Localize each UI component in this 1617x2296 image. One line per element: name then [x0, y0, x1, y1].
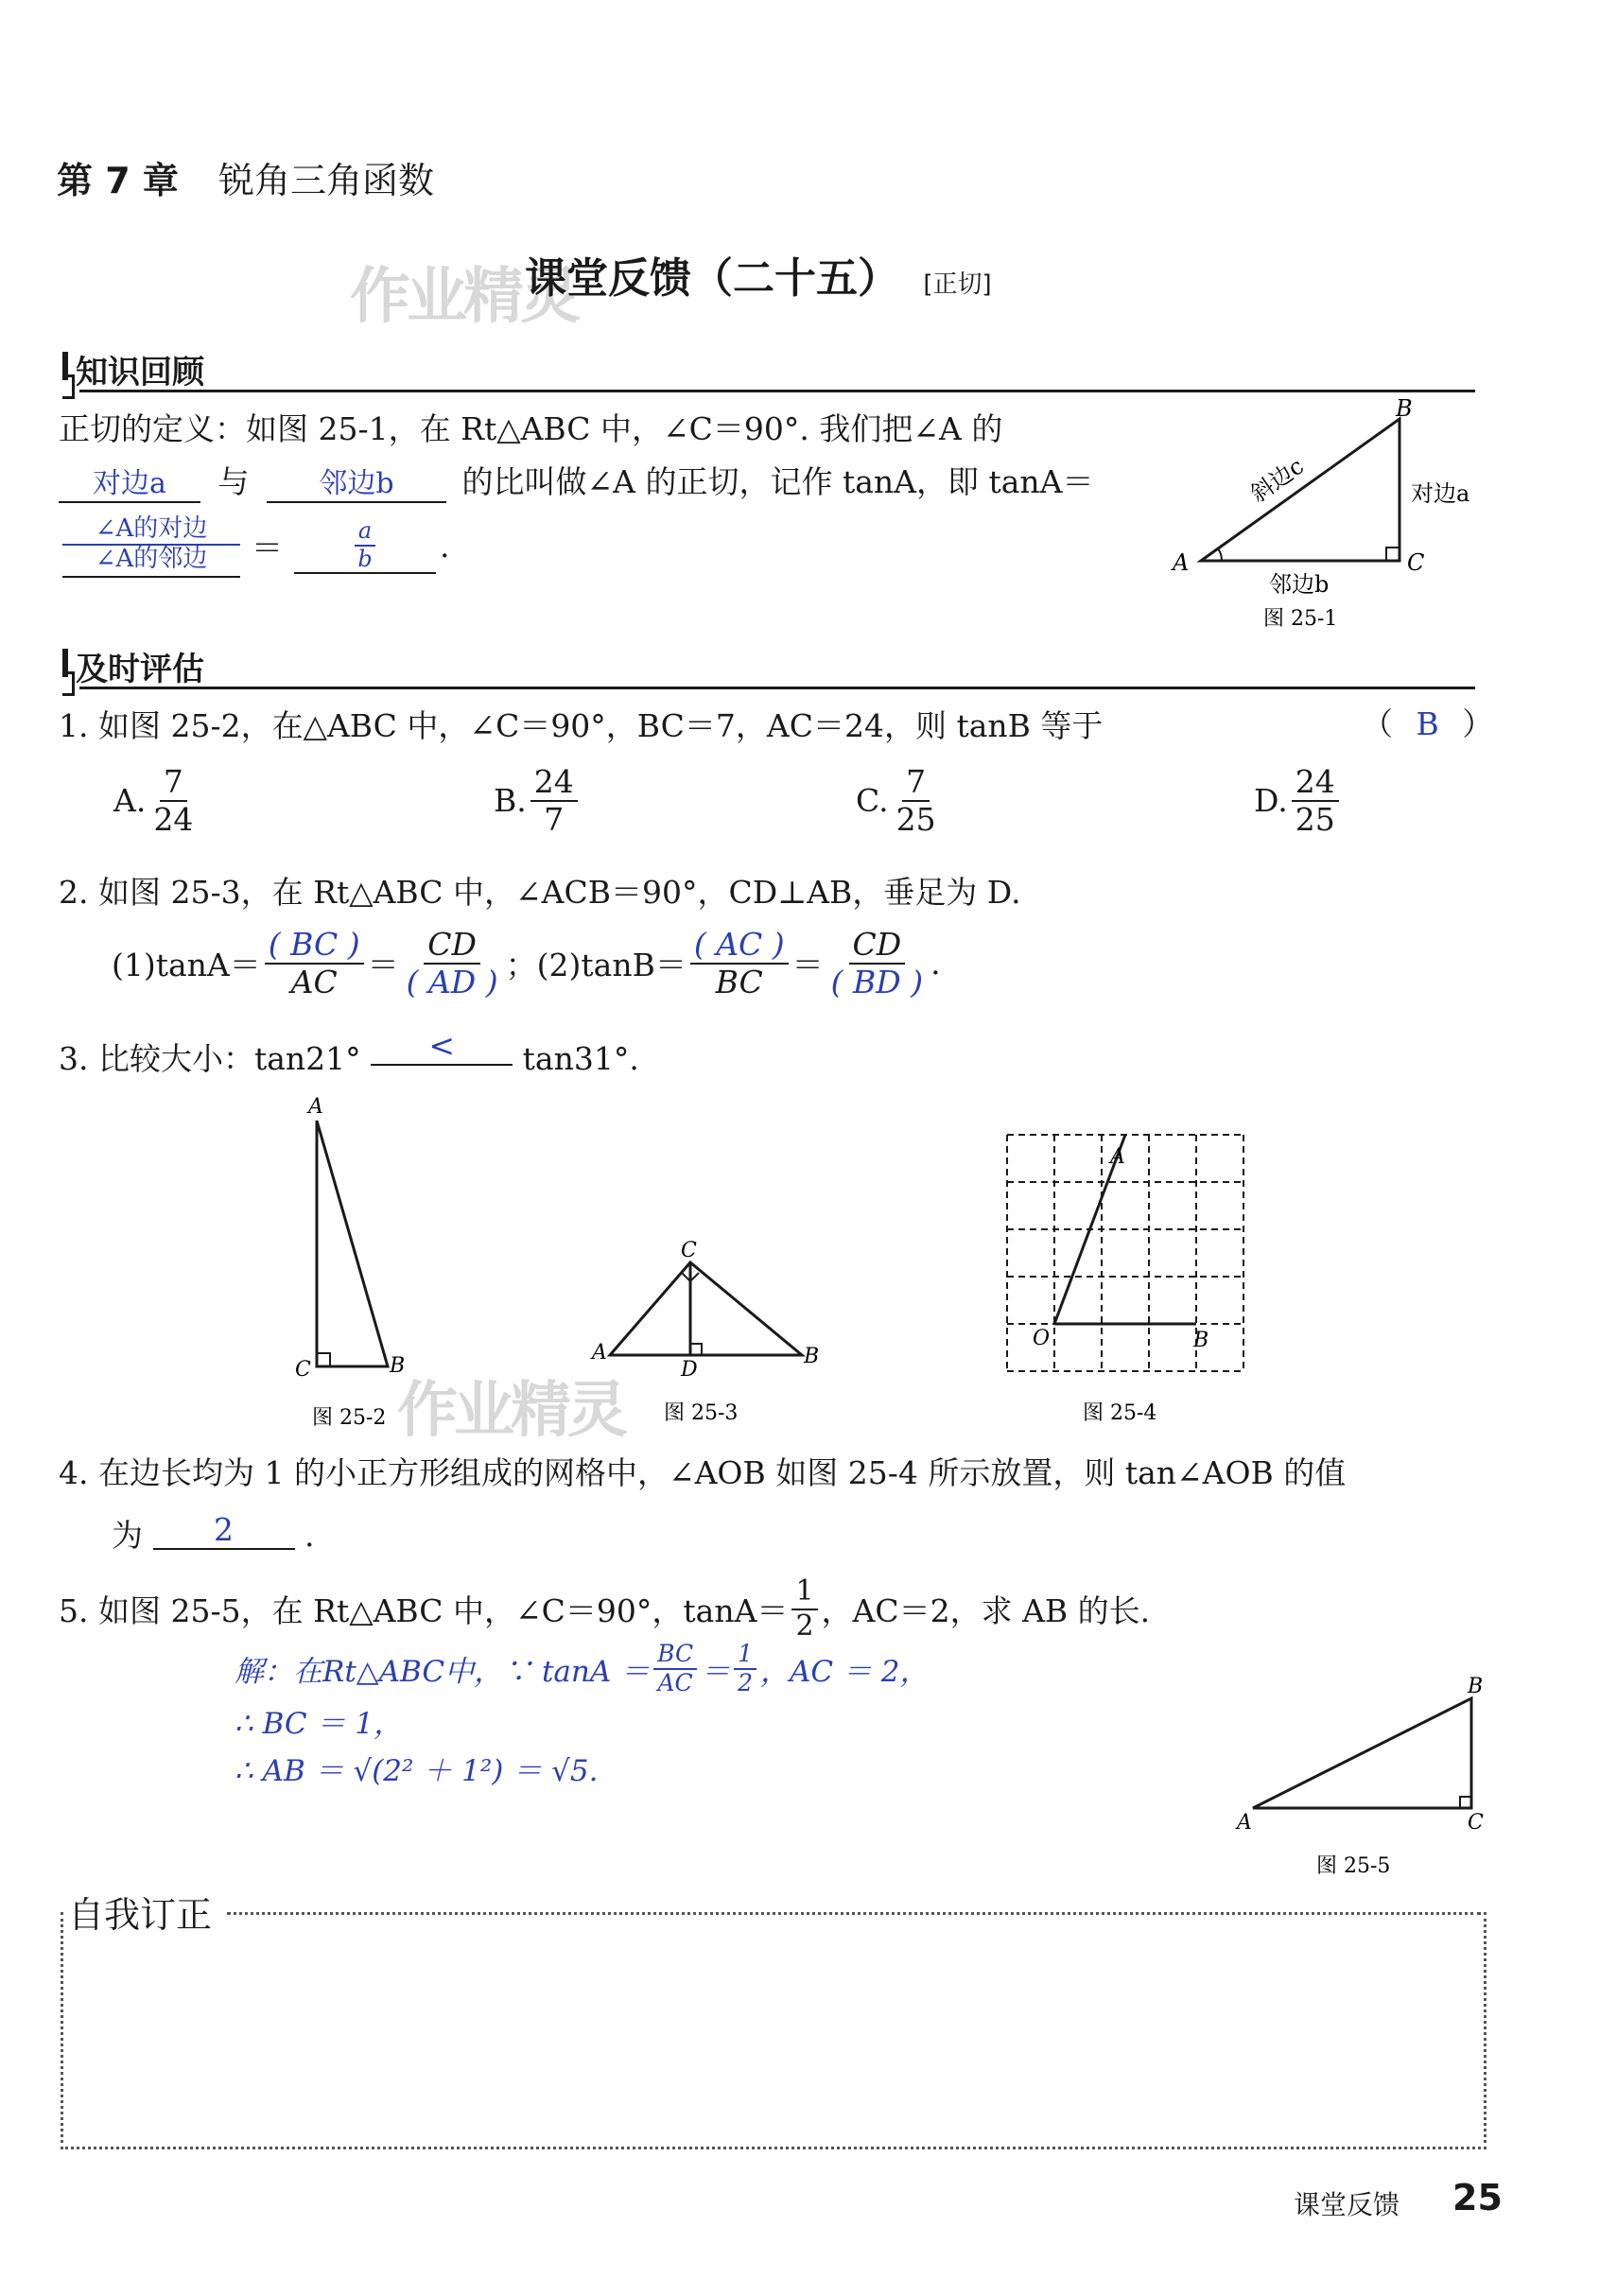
q5-half-fraction — [791, 1575, 817, 1643]
figure-25-5 — [1229, 1672, 1494, 1889]
q2-expression — [112, 927, 941, 1000]
q2-fraction-2 — [403, 927, 502, 1000]
fig3-label-B: B — [804, 1345, 820, 1368]
fig1-caption: 图 25-1 — [1263, 607, 1338, 631]
option-label: C. — [856, 782, 889, 820]
option-label: D. — [1254, 782, 1288, 820]
denominator: AC — [290, 963, 338, 1000]
q4-prefix: 为 — [112, 1517, 143, 1554]
section-rule — [79, 390, 1475, 392]
question-5 — [59, 1575, 1150, 1643]
answer-denominator: b — [357, 545, 373, 572]
option-fraction — [149, 764, 197, 838]
connector-text: 与 — [217, 463, 250, 500]
numerator: 24 — [1292, 764, 1339, 802]
fig2-label-B: B — [390, 1354, 406, 1378]
definition-fraction — [62, 515, 240, 578]
fig5-label-C: C — [1468, 1811, 1484, 1835]
fraction-denominator: ∠A的邻边 — [95, 544, 208, 573]
solution-fraction — [653, 1641, 697, 1697]
question-4: 4. 在边长均为 1 的小正方形组成的网格中，∠AOB 如图 25-4 所示放置，则 tan∠AOB 的值 — [59, 1454, 1347, 1491]
option-fraction — [530, 764, 578, 838]
question-2: 2. 如图 25-3，在 Rt△ABC 中，∠ACB＝90°，CD⊥AB，垂足为 D. — [59, 874, 1021, 911]
correction-box[interactable] — [61, 1912, 1487, 2149]
denominator: ( AD ) — [406, 963, 498, 1000]
equals-sign: ＝ — [252, 530, 283, 567]
fig1-label-A: A — [1173, 549, 1190, 576]
paren-left: （ — [1362, 705, 1393, 742]
fig1-label-B: B — [1396, 397, 1413, 422]
q1-answer: B — [1416, 705, 1439, 742]
numerator: 7 — [160, 764, 187, 802]
q1-option-d — [1254, 764, 1343, 838]
section-marker-box — [62, 671, 75, 696]
section-heading-eval: 及时评估 — [76, 651, 204, 688]
equals-sign: ＝ — [791, 947, 824, 984]
fig1-label-adj: 邻边b — [1269, 571, 1330, 598]
q2-fraction-4 — [827, 927, 927, 1000]
chapter-title: 锐角三角函数 — [218, 160, 435, 201]
period: . — [930, 945, 941, 983]
question-3 — [59, 1027, 639, 1079]
denominator: 2 — [738, 1668, 753, 1696]
knowledge-line1: 正切的定义：如图 25-1，在 Rt△ABC 中，∠C＝90°. 我们把∠A 的 — [59, 410, 1003, 447]
fig5-label-A: A — [1237, 1811, 1252, 1835]
question-1: 1. 如图 25-2，在△ABC 中，∠C＝90°，BC＝7，AC＝24，则 tanB 等于 — [59, 707, 1104, 744]
q1-answer-bracket — [1362, 700, 1493, 744]
q1-option-a — [113, 764, 200, 838]
figure-25-1 — [1163, 397, 1504, 634]
numerator: 7 — [902, 764, 930, 802]
q1-option-c — [856, 764, 944, 838]
denominator: 2 — [795, 1609, 814, 1643]
answer-blank-1: 对边a — [59, 460, 200, 503]
option-fraction — [893, 764, 940, 838]
fig4-label-O: O — [1033, 1327, 1051, 1350]
page-title-tag: [正切] — [923, 270, 992, 299]
fig2-label-A: A — [308, 1095, 323, 1119]
equals-sign: ＝ — [367, 947, 399, 984]
knowledge-line3 — [59, 515, 450, 578]
numerator: CD — [424, 927, 480, 965]
fig5-label-B: B — [1468, 1675, 1484, 1698]
correction-heading: 自我订正 — [68, 1894, 213, 1936]
q5-solution-line1 — [235, 1641, 930, 1697]
page-title-main: 课堂反馈（二十五） — [525, 254, 899, 303]
footer-label: 课堂反馈 — [1294, 2189, 1400, 2220]
q3-text: 3. 比较大小：tan21° — [59, 1040, 361, 1077]
fig4-caption: 图 25-4 — [1083, 1401, 1157, 1425]
numerator: 1 — [734, 1641, 756, 1670]
fig2-label-C: C — [295, 1358, 311, 1382]
numerator: ( AC ) — [690, 927, 789, 965]
q5-text-b: ，AC＝2，求 AB 的长. — [821, 1592, 1151, 1629]
numerator: 1 — [791, 1575, 817, 1610]
watermark: 作业精灵 — [397, 1376, 624, 1446]
fig3-caption: 图 25-3 — [664, 1401, 739, 1425]
fig5-caption: 图 25-5 — [1316, 1854, 1391, 1878]
numerator: ( BC ) — [265, 927, 364, 965]
fig4-label-A: A — [1110, 1145, 1125, 1169]
paren-right: ） — [1462, 705, 1494, 742]
fig3-label-A: A — [592, 1341, 607, 1365]
section-marker-box — [62, 374, 75, 399]
fig3-label-C: C — [681, 1239, 697, 1262]
period: . — [440, 528, 450, 565]
section-rule — [79, 687, 1475, 689]
section-heading-knowledge: 知识回顾 — [76, 354, 204, 391]
q5-text-a: 5. 如图 25-5，在 Rt△ABC 中，∠C＝90°，tanA＝ — [59, 1592, 789, 1629]
fig1-label-C: C — [1407, 549, 1425, 576]
q5-solution-line2: ∴ BC ＝ 1， — [235, 1707, 404, 1741]
figure-25-4 — [993, 1125, 1267, 1428]
solution-text: 解：在Rt△ABC中，∵ tanA ＝ — [235, 1655, 651, 1690]
numerator: 24 — [530, 764, 578, 802]
fig3-label-D: D — [681, 1358, 698, 1382]
q3-tail: tan31°. — [522, 1040, 639, 1077]
watermark: 作业精灵 — [350, 262, 577, 332]
definition-tail: 的比叫做∠A 的正切，记作 tanA，即 tanA＝ — [461, 463, 1094, 500]
denominator: AC — [657, 1668, 693, 1696]
chapter-header — [57, 151, 434, 203]
q4-line2 — [112, 1511, 315, 1556]
answer-fraction — [294, 518, 436, 574]
q4-answer-blank: 2 — [153, 1511, 295, 1550]
denominator: BC — [715, 963, 763, 1000]
answer-blank-2: 邻边b — [267, 460, 446, 503]
figure-25-3 — [586, 1234, 832, 1428]
q5-solution-line3: ∴ AB ＝ √(2² ＋ 1²) ＝ √5. — [235, 1754, 599, 1788]
period: . — [304, 1517, 315, 1554]
chapter-number: 第 7 章 — [57, 160, 179, 201]
numerator: BC — [653, 1641, 697, 1670]
answer-numerator: a — [355, 518, 375, 547]
solution-text: ，AC ＝ 2， — [759, 1655, 930, 1690]
option-fraction — [1292, 764, 1339, 838]
numerator: CD — [849, 927, 906, 965]
option-label: A. — [113, 782, 147, 820]
option-label: B. — [494, 782, 527, 820]
denominator: 24 — [153, 800, 194, 838]
denominator: 7 — [544, 800, 565, 838]
knowledge-line2 — [59, 458, 1094, 503]
fig4-label-B: B — [1193, 1329, 1209, 1352]
page-title — [525, 244, 992, 304]
page-number: 25 — [1452, 2177, 1503, 2218]
fig2-caption: 图 25-2 — [312, 1406, 387, 1430]
fraction-numerator: ∠A的对边 — [62, 515, 240, 546]
denominator: 25 — [1295, 800, 1335, 838]
fig1-label-opp: 对边a — [1411, 480, 1470, 507]
fig1-label-hyp: 斜边c — [1245, 452, 1309, 508]
equals-sign: ＝ — [701, 1655, 731, 1690]
q2-part2-label: ；(2)tanB＝ — [505, 947, 687, 984]
denominator: 25 — [895, 800, 936, 838]
q2-part1-label: (1)tanA＝ — [112, 947, 261, 984]
denominator: ( BD ) — [830, 963, 924, 1000]
q3-answer-blank: < — [371, 1027, 513, 1066]
solution-half — [734, 1641, 756, 1697]
q2-fraction-1 — [265, 927, 364, 1000]
q2-fraction-3 — [690, 927, 789, 1000]
q1-option-b — [494, 764, 582, 838]
